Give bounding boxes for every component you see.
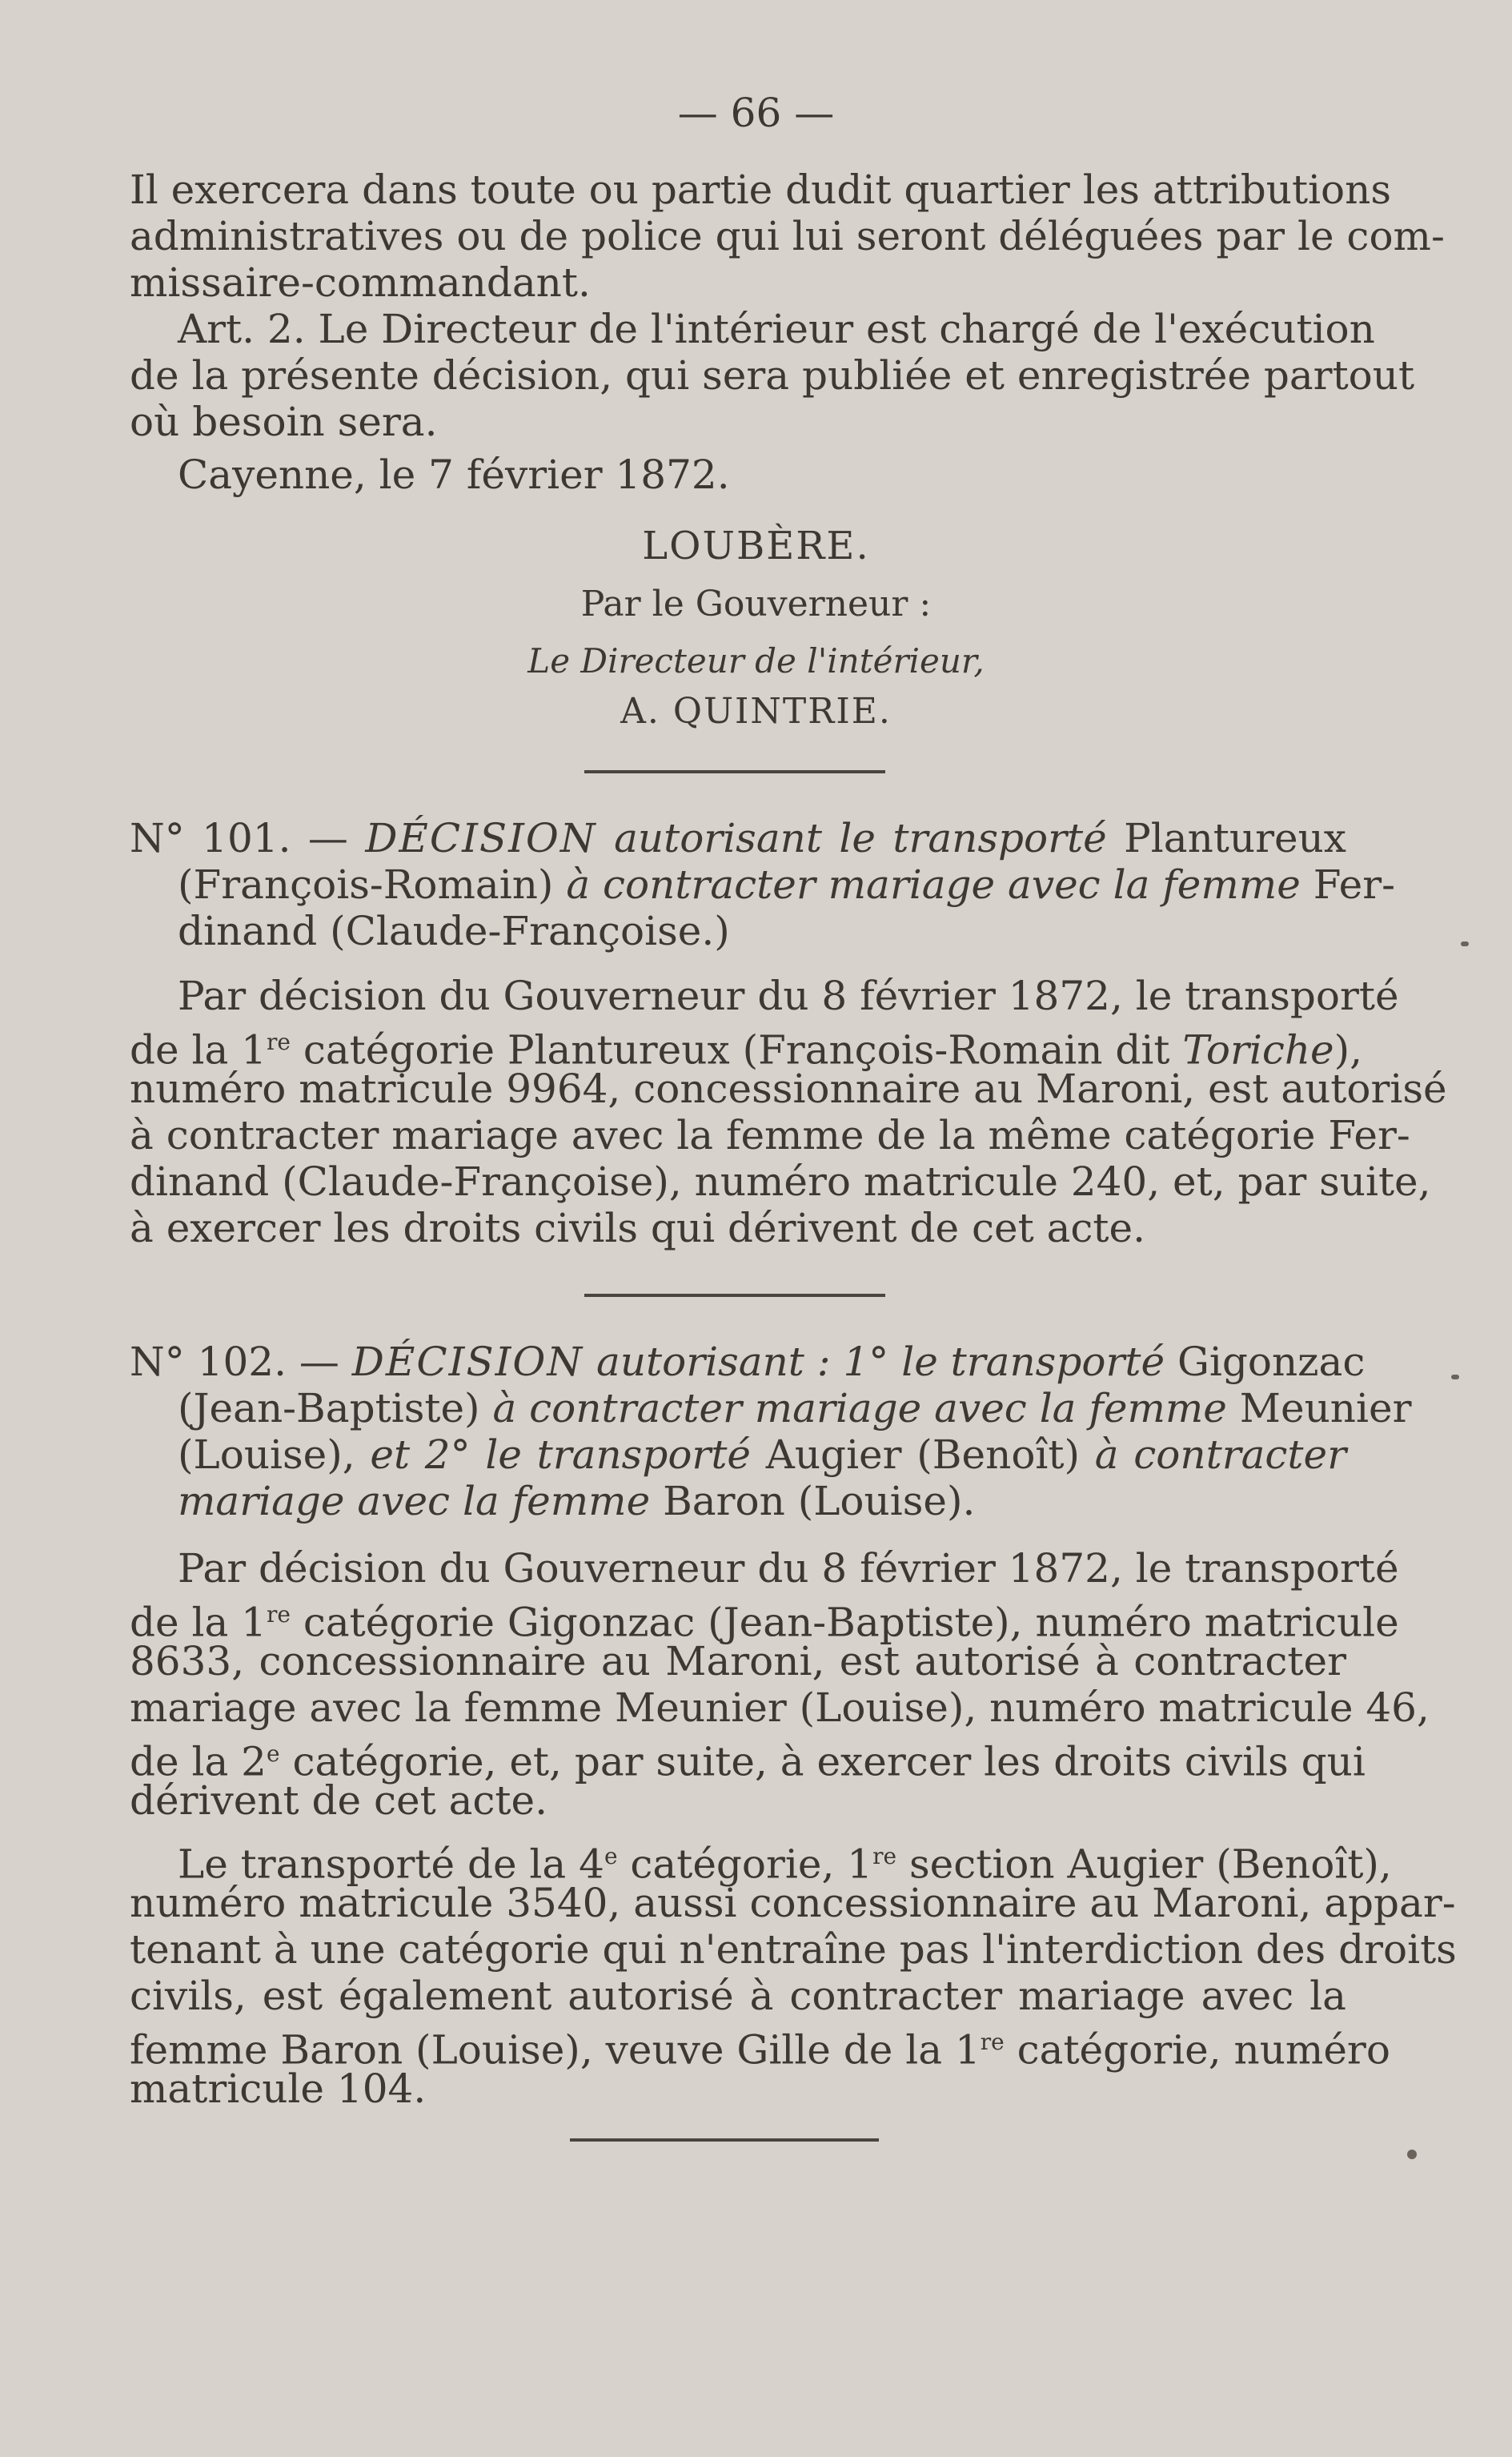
separator-rule: [570, 2138, 879, 2142]
decision-title-text: à contracter mariage avec la femme: [492, 1385, 1240, 1431]
decision-102-p2-line-3: tenant à une catégorie qui n'entraîne pas l'interdiction des droits: [130, 1926, 1457, 1973]
superscript: re: [267, 1029, 291, 1055]
decision-label: DÉCISION: [351, 1339, 584, 1385]
decision-102-title-line-4: [178, 1478, 1346, 1524]
decision-title-name: (Jean-Baptiste): [178, 1385, 493, 1431]
decision-102-p1-line-3: 8633, concessionnaire au Maroni, est autorisé à contracter: [130, 1638, 1346, 1684]
nickname: Toriche: [1182, 1026, 1334, 1074]
decision-title-name: Augier (Benoît): [765, 1431, 1095, 1478]
text-run: de la 1: [130, 1599, 267, 1646]
signature-name: LOUBÈRE.: [642, 524, 870, 568]
decision-number: N° 102. —: [130, 1339, 352, 1385]
text-run: section Augier (Benoît),: [896, 1841, 1392, 1888]
decision-101-body-line-3: numéro matricule 9964, concessionnaire au Maroni, est autorisé: [130, 1066, 1447, 1112]
text-run: catégorie, numéro: [1004, 2026, 1390, 2074]
decision-title-name: Meunier: [1239, 1385, 1412, 1431]
decision-102-title-line-1: [130, 1339, 1366, 1385]
intro-line-2: administratives ou de police qui lui seront déléguées par le com-: [130, 213, 1445, 259]
decision-title-name: (François-Romain): [178, 861, 567, 908]
decision-101-body-line-2: [130, 1019, 1363, 1074]
page-number: — 66 —: [677, 90, 835, 136]
text-run: de la 2: [130, 1738, 267, 1785]
decision-title-name: (Louise),: [178, 1431, 371, 1478]
decision-102-p2-line-2: numéro matricule 3540, aussi concessionnaire au Maroni, appar-: [130, 1880, 1456, 1926]
decision-102-title-line-2: [178, 1385, 1412, 1431]
decision-title-text: et 2° le transporté: [370, 1431, 766, 1478]
decision-title-text: autorisant le transporté: [596, 815, 1125, 861]
decision-title-text: autorisant : 1° le transporté: [584, 1339, 1177, 1385]
decision-102-p1-line-6: dérivent de cet acte.: [130, 1777, 547, 1824]
intro-line-1: Il exercera dans toute ou partie dudit quartier les attributions: [130, 167, 1392, 213]
decision-101-body-line-6: à exercer les droits civils qui dérivent de cet acte.: [130, 1205, 1145, 1251]
intro-line-3: missaire-commandant.: [130, 259, 591, 306]
decision-title-name: Fer-: [1313, 861, 1396, 908]
text-run: femme Baron (Louise), veuve Gille de la 1: [130, 2026, 981, 2074]
text-run: catégorie Plantureux (François-Romain dit: [290, 1026, 1183, 1074]
scan-speck: [1451, 1375, 1459, 1379]
superscript: re: [980, 2029, 1005, 2055]
decision-102-p2-line-5: [130, 2019, 1390, 2074]
decision-title-text: mariage avec la femme: [178, 1478, 664, 1524]
scan-speck: [1407, 2150, 1417, 2159]
text-run: ),: [1334, 1026, 1363, 1074]
superscript: e: [267, 1740, 280, 1767]
decision-title-name: Baron (Louise).: [663, 1478, 976, 1524]
decision-102-p1-line-5: [130, 1731, 1366, 1785]
decision-title-name: Gigonzac: [1177, 1339, 1366, 1385]
scan-speck: [1461, 941, 1469, 946]
decision-102-p2-line-6: matricule 104.: [130, 2066, 427, 2112]
decision-102-p1-line-1: Par décision du Gouverneur du 8 février 1872, le transporté: [178, 1545, 1399, 1592]
decision-101-body-line-1: Par décision du Gouverneur du 8 février 1872, le transporté: [178, 973, 1399, 1019]
signature-role: Le Directeur de l'intérieur,: [527, 641, 985, 680]
text-run: catégorie Gigonzac (Jean-Baptiste), numéro matricule: [290, 1599, 1399, 1646]
decision-101-body-line-5: dinand (Claude-Françoise), numéro matricule 240, et, par suite,: [130, 1158, 1431, 1205]
decision-101-title-line-1: [130, 815, 1346, 861]
intro-line-6: où besoin sera.: [130, 399, 438, 445]
text-run: catégorie, et, par suite, à exercer les droits civils qui: [279, 1738, 1366, 1785]
decision-title-text: à contracter: [1094, 1431, 1346, 1478]
superscript: re: [267, 1601, 291, 1628]
place-date: Cayenne, le 7 février 1872.: [178, 452, 730, 498]
signature-signatory: A. QUINTRIE.: [620, 691, 892, 732]
text-run: catégorie, 1: [617, 1841, 873, 1888]
decision-101-body-line-4: à contracter mariage avec la femme de la même catégorie Fer-: [130, 1112, 1410, 1158]
decision-102-p1-line-2: [130, 1592, 1399, 1646]
decision-102-p2-line-1: [178, 1833, 1392, 1888]
decision-102-p1-line-4: mariage avec la femme Meunier (Louise), numéro matricule 46,: [130, 1684, 1430, 1731]
decision-102-p2-line-4: civils, est également autorisé à contracter mariage avec la: [130, 1973, 1346, 2019]
decision-label: DÉCISION: [365, 815, 597, 861]
decision-101-title-line-3: dinand (Claude-Françoise.): [178, 908, 730, 954]
decision-title-text: à contracter mariage avec la femme: [566, 861, 1313, 908]
decision-101-title-line-2: [178, 861, 1396, 908]
intro-line-5: de la présente décision, qui sera publiée et enregistrée partout: [130, 352, 1415, 399]
separator-rule: [584, 770, 885, 773]
text-run: de la 1: [130, 1026, 267, 1074]
intro-line-4: Art. 2. Le Directeur de l'intérieur est chargé de l'exécution: [178, 306, 1375, 352]
decision-title-name: Plantureux: [1124, 815, 1346, 861]
decision-102-title-line-3: [178, 1431, 1346, 1478]
superscript: e: [604, 1843, 618, 1869]
superscript: re: [872, 1843, 897, 1869]
decision-number: N° 101. —: [130, 815, 366, 861]
text-run: Le transporté de la 4: [178, 1841, 604, 1888]
signature-by: Par le Gouverneur :: [580, 584, 932, 624]
separator-rule: [584, 1294, 885, 1297]
